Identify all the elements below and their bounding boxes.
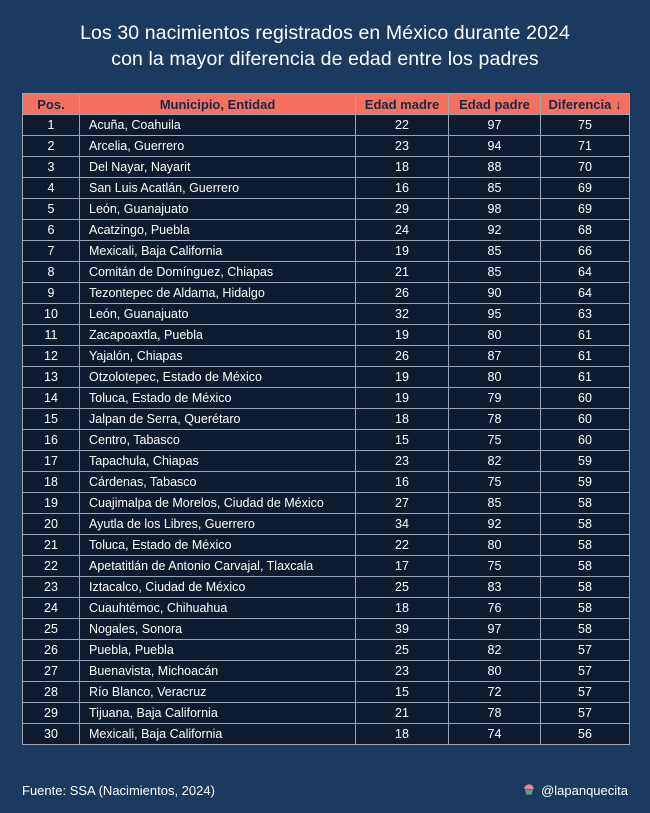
municipio-cell: Ayutla de los Libres, Guerrero <box>80 514 356 535</box>
edad-padre-cell: 92 <box>449 514 541 535</box>
table-row <box>23 640 630 661</box>
edad-madre-cell: 15 <box>356 682 449 703</box>
pos-cell: 5 <box>23 199 80 220</box>
municipio-cell: Zacapoaxtla, Puebla <box>80 325 356 346</box>
diferencia-cell: 58 <box>541 577 630 598</box>
page-title-line1: Los 30 nacimientos registrados en México durante 2024 <box>80 22 570 44</box>
edad-madre-cell: 39 <box>356 619 449 640</box>
edad-madre-cell: 18 <box>356 598 449 619</box>
pos-cell: 4 <box>23 178 80 199</box>
edad-madre-cell: 17 <box>356 556 449 577</box>
cupcake-icon <box>522 782 536 799</box>
diferencia-cell: 58 <box>541 514 630 535</box>
births-table-container <box>22 93 629 745</box>
municipio-cell: Comitán de Domínguez, Chiapas <box>80 262 356 283</box>
table-row <box>23 367 630 388</box>
diferencia-cell: 61 <box>541 367 630 388</box>
edad-padre-cell: 78 <box>449 409 541 430</box>
page-title-line2: con la mayor diferencia de edad entre los padres <box>111 48 539 70</box>
table-row <box>23 220 630 241</box>
credit-handle: @lapanquecita <box>541 783 628 798</box>
table-row <box>23 430 630 451</box>
table-row <box>23 136 630 157</box>
table-row <box>23 346 630 367</box>
pos-cell: 28 <box>23 682 80 703</box>
pos-cell: 13 <box>23 367 80 388</box>
table-row <box>23 619 630 640</box>
diferencia-cell: 68 <box>541 220 630 241</box>
table-row <box>23 514 630 535</box>
edad-madre-cell: 26 <box>356 346 449 367</box>
edad-madre-cell: 15 <box>356 430 449 451</box>
pos-cell: 20 <box>23 514 80 535</box>
edad-padre-cell: 80 <box>449 325 541 346</box>
credit <box>522 782 628 799</box>
edad-madre-cell: 22 <box>356 115 449 136</box>
municipio-cell: Mexicali, Baja California <box>80 241 356 262</box>
municipio-cell: Arcelia, Guerrero <box>80 136 356 157</box>
edad-madre-cell: 23 <box>356 661 449 682</box>
diferencia-cell: 64 <box>541 283 630 304</box>
table-header-row <box>23 94 630 115</box>
edad-padre-cell: 97 <box>449 619 541 640</box>
edad-padre-cell: 85 <box>449 178 541 199</box>
table-row <box>23 577 630 598</box>
edad-madre-cell: 21 <box>356 703 449 724</box>
pos-cell: 16 <box>23 430 80 451</box>
pos-cell: 17 <box>23 451 80 472</box>
municipio-cell: Cuauhtémoc, Chihuahua <box>80 598 356 619</box>
pos-cell: 23 <box>23 577 80 598</box>
municipio-cell: Toluca, Estado de México <box>80 388 356 409</box>
col-header-edad-madre: Edad madre <box>356 94 449 115</box>
diferencia-cell: 71 <box>541 136 630 157</box>
edad-madre-cell: 25 <box>356 577 449 598</box>
edad-padre-cell: 75 <box>449 430 541 451</box>
table-row <box>23 661 630 682</box>
table-row <box>23 262 630 283</box>
edad-madre-cell: 19 <box>356 325 449 346</box>
col-header-diferencia: Diferencia ↓ <box>541 94 630 115</box>
diferencia-cell: 59 <box>541 451 630 472</box>
diferencia-cell: 63 <box>541 304 630 325</box>
edad-padre-cell: 78 <box>449 703 541 724</box>
pos-cell: 9 <box>23 283 80 304</box>
pos-cell: 10 <box>23 304 80 325</box>
edad-madre-cell: 18 <box>356 157 449 178</box>
pos-cell: 11 <box>23 325 80 346</box>
source-text: Fuente: SSA (Nacimientos, 2024) <box>22 783 215 798</box>
edad-padre-cell: 95 <box>449 304 541 325</box>
edad-padre-cell: 90 <box>449 283 541 304</box>
municipio-cell: Tapachula, Chiapas <box>80 451 356 472</box>
diferencia-cell: 60 <box>541 388 630 409</box>
edad-padre-cell: 85 <box>449 262 541 283</box>
table-row <box>23 682 630 703</box>
table-row <box>23 451 630 472</box>
pos-cell: 22 <box>23 556 80 577</box>
edad-padre-cell: 88 <box>449 157 541 178</box>
edad-madre-cell: 25 <box>356 640 449 661</box>
table-row <box>23 115 630 136</box>
edad-padre-cell: 87 <box>449 346 541 367</box>
table-row <box>23 703 630 724</box>
pos-cell: 14 <box>23 388 80 409</box>
pos-cell: 18 <box>23 472 80 493</box>
edad-padre-cell: 82 <box>449 640 541 661</box>
municipio-cell: San Luis Acatlán, Guerrero <box>80 178 356 199</box>
edad-padre-cell: 83 <box>449 577 541 598</box>
pos-cell: 25 <box>23 619 80 640</box>
edad-madre-cell: 32 <box>356 304 449 325</box>
municipio-cell: Jalpan de Serra, Querétaro <box>80 409 356 430</box>
table-row <box>23 535 630 556</box>
edad-padre-cell: 80 <box>449 367 541 388</box>
diferencia-cell: 58 <box>541 493 630 514</box>
pos-cell: 3 <box>23 157 80 178</box>
municipio-cell: León, Guanajuato <box>80 199 356 220</box>
edad-madre-cell: 18 <box>356 724 449 745</box>
edad-madre-cell: 22 <box>356 535 449 556</box>
pos-cell: 15 <box>23 409 80 430</box>
municipio-cell: Del Nayar, Nayarit <box>80 157 356 178</box>
edad-madre-cell: 29 <box>356 199 449 220</box>
table-row <box>23 493 630 514</box>
municipio-cell: Buenavista, Michoacán <box>80 661 356 682</box>
municipio-cell: Iztacalco, Ciudad de México <box>80 577 356 598</box>
municipio-cell: Centro, Tabasco <box>80 430 356 451</box>
edad-padre-cell: 74 <box>449 724 541 745</box>
pos-cell: 7 <box>23 241 80 262</box>
table-row <box>23 472 630 493</box>
edad-padre-cell: 94 <box>449 136 541 157</box>
municipio-cell: Yajalón, Chiapas <box>80 346 356 367</box>
edad-padre-cell: 85 <box>449 241 541 262</box>
page-title <box>0 0 650 72</box>
municipio-cell: Acatzingo, Puebla <box>80 220 356 241</box>
municipio-cell: Tezontepec de Aldama, Hidalgo <box>80 283 356 304</box>
pos-cell: 26 <box>23 640 80 661</box>
edad-padre-cell: 79 <box>449 388 541 409</box>
births-table <box>22 93 630 745</box>
diferencia-cell: 58 <box>541 619 630 640</box>
edad-padre-cell: 75 <box>449 556 541 577</box>
diferencia-cell: 69 <box>541 178 630 199</box>
pos-cell: 27 <box>23 661 80 682</box>
edad-madre-cell: 23 <box>356 136 449 157</box>
edad-madre-cell: 19 <box>356 367 449 388</box>
table-row <box>23 409 630 430</box>
diferencia-cell: 58 <box>541 556 630 577</box>
edad-padre-cell: 76 <box>449 598 541 619</box>
table-row <box>23 325 630 346</box>
edad-madre-cell: 19 <box>356 241 449 262</box>
edad-madre-cell: 19 <box>356 388 449 409</box>
diferencia-cell: 64 <box>541 262 630 283</box>
edad-madre-cell: 27 <box>356 493 449 514</box>
diferencia-cell: 75 <box>541 115 630 136</box>
pos-cell: 8 <box>23 262 80 283</box>
diferencia-cell: 57 <box>541 703 630 724</box>
pos-cell: 30 <box>23 724 80 745</box>
municipio-cell: Toluca, Estado de México <box>80 535 356 556</box>
pos-cell: 12 <box>23 346 80 367</box>
table-row <box>23 598 630 619</box>
col-header-municipio: Municipio, Entidad <box>80 94 356 115</box>
table-row <box>23 724 630 745</box>
table-row <box>23 556 630 577</box>
municipio-cell: Nogales, Sonora <box>80 619 356 640</box>
diferencia-cell: 56 <box>541 724 630 745</box>
edad-padre-cell: 75 <box>449 472 541 493</box>
municipio-cell: Mexicali, Baja California <box>80 724 356 745</box>
edad-madre-cell: 16 <box>356 178 449 199</box>
pos-cell: 19 <box>23 493 80 514</box>
diferencia-cell: 60 <box>541 409 630 430</box>
pos-cell: 24 <box>23 598 80 619</box>
footer <box>22 782 628 799</box>
diferencia-cell: 57 <box>541 661 630 682</box>
municipio-cell: Río Blanco, Veracruz <box>80 682 356 703</box>
edad-padre-cell: 97 <box>449 115 541 136</box>
table-row <box>23 157 630 178</box>
table-row <box>23 283 630 304</box>
municipio-cell: Apetatitlán de Antonio Carvajal, Tlaxcala <box>80 556 356 577</box>
edad-padre-cell: 98 <box>449 199 541 220</box>
edad-padre-cell: 82 <box>449 451 541 472</box>
municipio-cell: Acuña, Coahuila <box>80 115 356 136</box>
col-header-edad-padre: Edad padre <box>449 94 541 115</box>
diferencia-cell: 58 <box>541 535 630 556</box>
diferencia-cell: 58 <box>541 598 630 619</box>
edad-madre-cell: 24 <box>356 220 449 241</box>
edad-madre-cell: 23 <box>356 451 449 472</box>
municipio-cell: Cárdenas, Tabasco <box>80 472 356 493</box>
table-row <box>23 241 630 262</box>
edad-padre-cell: 92 <box>449 220 541 241</box>
table-body <box>23 115 630 745</box>
diferencia-cell: 57 <box>541 682 630 703</box>
edad-padre-cell: 85 <box>449 493 541 514</box>
pos-cell: 1 <box>23 115 80 136</box>
edad-madre-cell: 26 <box>356 283 449 304</box>
diferencia-cell: 61 <box>541 325 630 346</box>
diferencia-cell: 70 <box>541 157 630 178</box>
pos-cell: 6 <box>23 220 80 241</box>
edad-madre-cell: 16 <box>356 472 449 493</box>
table-row <box>23 304 630 325</box>
col-header-pos: Pos. <box>23 94 80 115</box>
pos-cell: 29 <box>23 703 80 724</box>
edad-padre-cell: 80 <box>449 661 541 682</box>
municipio-cell: Cuajimalpa de Morelos, Ciudad de México <box>80 493 356 514</box>
edad-padre-cell: 72 <box>449 682 541 703</box>
diferencia-cell: 61 <box>541 346 630 367</box>
municipio-cell: Puebla, Puebla <box>80 640 356 661</box>
diferencia-cell: 60 <box>541 430 630 451</box>
diferencia-cell: 59 <box>541 472 630 493</box>
edad-madre-cell: 21 <box>356 262 449 283</box>
table-row <box>23 178 630 199</box>
edad-madre-cell: 18 <box>356 409 449 430</box>
diferencia-cell: 69 <box>541 199 630 220</box>
table-row <box>23 388 630 409</box>
municipio-cell: Otzolotepec, Estado de México <box>80 367 356 388</box>
pos-cell: 21 <box>23 535 80 556</box>
diferencia-cell: 66 <box>541 241 630 262</box>
edad-padre-cell: 80 <box>449 535 541 556</box>
pos-cell: 2 <box>23 136 80 157</box>
diferencia-cell: 57 <box>541 640 630 661</box>
edad-madre-cell: 34 <box>356 514 449 535</box>
municipio-cell: Tijuana, Baja California <box>80 703 356 724</box>
municipio-cell: León, Guanajuato <box>80 304 356 325</box>
table-row <box>23 199 630 220</box>
